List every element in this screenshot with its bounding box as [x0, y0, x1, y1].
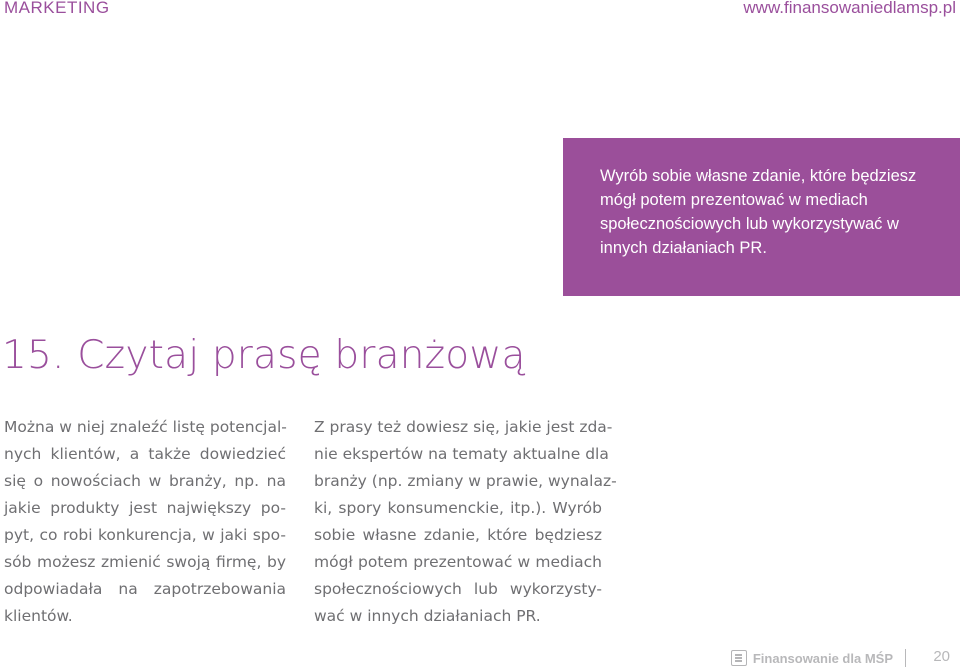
footer: [731, 648, 912, 668]
body-column-1: [4, 414, 286, 630]
document-icon: [731, 650, 747, 666]
section-title: 15. Czytaj prasę branżową: [2, 333, 526, 378]
footer-brand: Finansowanie dla MŚP: [752, 650, 893, 666]
page-number: 20: [933, 648, 950, 665]
body-line: pyt, co robi konkurencja, w jaki spo-: [4, 526, 286, 544]
body-line: nych klientów, a także dowiedzieć: [4, 445, 286, 463]
body-line: się o nowościach w branży, np. na: [4, 472, 286, 490]
header-website-link[interactable]: www.finansowaniedlamsp.pl: [743, 0, 956, 17]
body-line: Z prasy też dowiesz się, jakie jest zda-: [314, 418, 613, 436]
body-line: sobie własne zdanie, które będziesz: [314, 526, 602, 544]
body-line: nie ekspertów na tematy aktualne dla: [314, 445, 609, 463]
body-line: klientów.: [4, 607, 73, 625]
header-section-label: MARKETING: [4, 0, 110, 17]
body-line: ki, spory konsumenckie, itp.). Wyrób: [314, 499, 602, 517]
body-line: jakie produkty jest największy po-: [4, 499, 286, 517]
body-line: Można w niej znaleźć listę potencjal-: [4, 418, 287, 436]
callout-text: Wyrób sobie własne zdanie, które będziesz mógł potem prezentować w mediach społecznościowych lub wykorzystywać w innych działaniach PR.: [600, 167, 917, 257]
body-line: branży (np. zmiany w prawie, wynalaz-: [314, 472, 617, 490]
body-line: odpowiadała na zapotrzebowania: [4, 580, 286, 598]
body-line: mógł potem prezentować w mediach: [314, 553, 602, 571]
body-line: wać w innych działaniach PR.: [314, 607, 541, 625]
body-line: sób możesz zmienić swoją firmę, by: [4, 553, 286, 571]
footer-divider: [905, 649, 906, 667]
callout-box: [563, 138, 960, 296]
body-column-2: [314, 414, 617, 630]
body-line: społecznościowych lub wykorzysty-: [314, 580, 602, 598]
